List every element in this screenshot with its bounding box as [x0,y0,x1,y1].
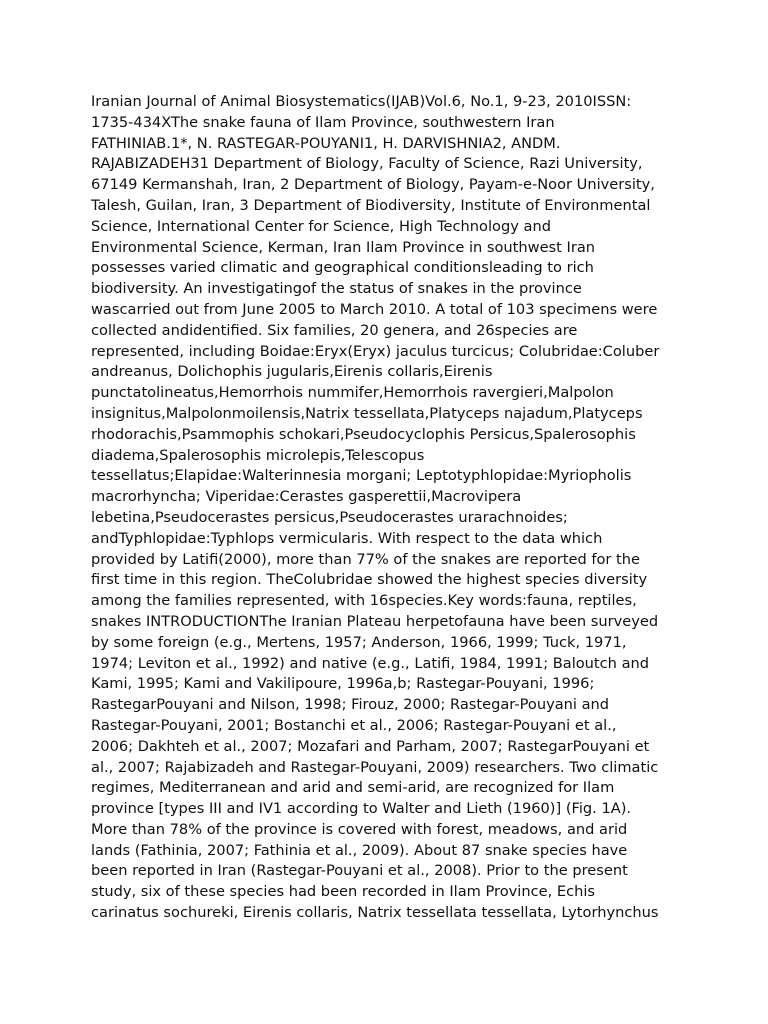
text-line: first time in this region. TheColubridae showed the highest species diversity [91,571,648,589]
text-line: RastegarPouyani and Nilson, 1998; Firouz, 2000; Rastegar-Pouyani and [91,696,610,714]
text-line: 1974; Leviton et al., 1992) and native (e.g., Latifi, 1984, 1991; Baloutch and [91,654,650,672]
text-line: provided by Latifi(2000), more than 77% of the snakes are reported for the [91,550,641,568]
text-line: Iranian Journal of Animal Biosystematics(IJAB)Vol.6, No.1, 9-23, 2010ISSN: [91,93,632,110]
text-line: al., 2007; Rajabizadeh and Rastegar-Pouyani, 2009) researchers. Two climatic [91,758,659,776]
text-line: macrorhyncha; Viperidae:Cerastes gasperettii,Macrovipera [91,488,522,506]
text-line: collected andidentified. Six families, 20 genera, and 26species are [91,321,578,339]
text-line: tessellatus;Elapidae:Walterinnesia morgani; Leptotyphlopidae:Myriopholis [91,467,632,485]
document-body-text [91,92,683,924]
text-line: carinatus sochureki, Eirenis collaris, Natrix tessellata tessellata, Lytorhynchus [91,904,659,922]
text-line: 2006; Dakhteh et al., 2007; Mozafari and Parham, 2007; RastegarPouyani et [91,737,650,755]
text-line: Rastegar-Pouyani, 2001; Bostanchi et al., 2006; Rastegar-Pouyani et al., [91,716,617,734]
text-line: study, six of these species had been recorded in Ilam Province, Echis [91,883,596,901]
text-line: biodiversity. An investigatingof the status of snakes in the province [91,280,582,298]
text-line: andTyphlopidae:Typhlops vermicularis. With respect to the data which [91,529,603,547]
text-line: lebetina,Pseudocerastes persicus,Pseudocerastes urarachnoides; [91,508,568,526]
text-line: among the families represented, with 16species.Key words:fauna, reptiles, [91,592,637,610]
text-line: Science, International Center for Science, High Technology and [91,217,551,235]
text-line: diadema,Spalerosophis microlepis,Telescopus [91,446,425,464]
text-line: 1735-434XThe snake fauna of Ilam Province, southwestern Iran [91,113,555,131]
text-line: More than 78% of the province is covered with forest, meadows, and arid [91,820,628,838]
text-line: lands (Fathinia, 2007; Fathinia et al., 2009). About 87 snake species have [91,841,628,859]
text-line: Kami, 1995; Kami and Vakilipoure, 1996a,b; Rastegar-Pouyani, 1996; [91,675,595,693]
text-line: insignitus,Malpolonmoilensis,Natrix tessellata,Platyceps najadum,Platyceps [91,404,643,422]
text-line: regimes, Mediterranean and arid and semi-arid, are recognized for Ilam [91,779,615,797]
text-line: been reported in Iran (Rastegar-Pouyani et al., 2008). Prior to the present [91,862,628,880]
text-line: FATHINIAB.1*, N. RASTEGAR-POUYANI1, H. DARVISHNIA2, ANDM. [91,134,561,152]
text-line: by some foreign (e.g., Mertens, 1957; Anderson, 1966, 1999; Tuck, 1971, [91,633,627,651]
text-line: andreanus, Dolichophis jugularis,Eirenis collaris,Eirenis [91,363,493,381]
text-line: Talesh, Guilan, Iran, 3 Department of Biodiversity, Institute of Environmental [91,196,651,214]
text-line: represented, including Boidae:Eryx(Eryx) jaculus turcicus; Colubridae:Coluber [91,342,660,360]
text-line: 67149 Kermanshah, Iran, 2 Department of Biology, Payam-e-Noor University, [91,176,655,194]
text-line: snakes INTRODUCTIONThe Iranian Plateau herpetofauna have been surveyed [91,612,659,630]
text-line: possesses varied climatic and geographical conditionsleading to rich [91,259,594,277]
text-line: wascarried out from June 2005 to March 2010. A total of 103 specimens were [91,300,658,318]
text-line: province [types III and IV1 according to Walter and Lieth (1960)] (Fig. 1A). [91,800,632,818]
text-line: punctatolineatus,Hemorrhois nummifer,Hemorrhois ravergieri,Malpolon [91,384,614,402]
text-line: Environmental Science, Kerman, Iran Ilam Province in southwest Iran [91,238,596,256]
text-line: RAJABIZADEH31 Department of Biology, Faculty of Science, Razi University, [91,155,643,173]
text-line: rhodorachis,Psammophis schokari,Pseudocyclophis Persicus,Spalerosophis [91,425,636,443]
